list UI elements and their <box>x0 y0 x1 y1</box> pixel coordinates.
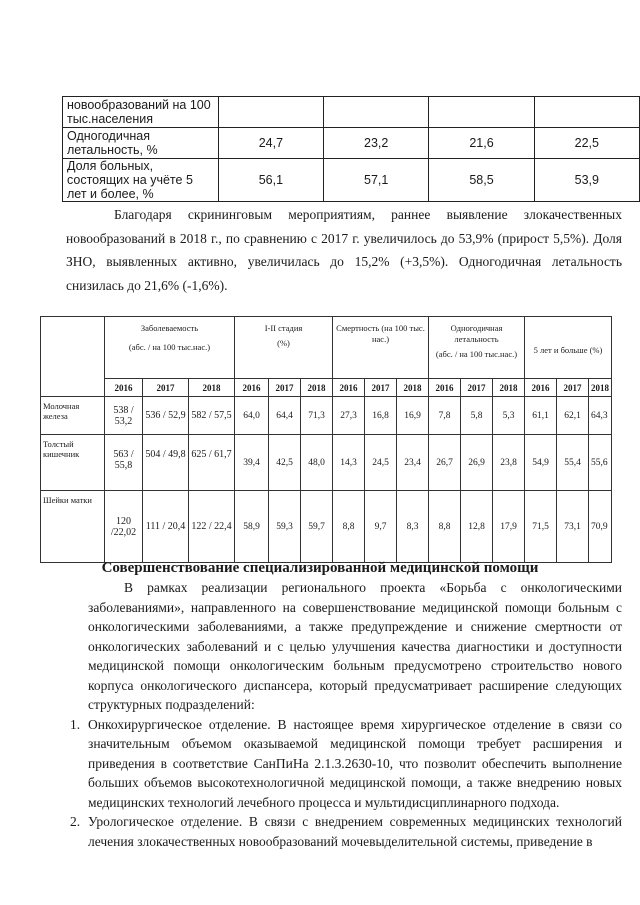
group-title: Заболеваемость <box>140 323 199 333</box>
table-cell: 538 / 53,2 <box>105 397 143 435</box>
year-cell: 2016 <box>429 379 461 397</box>
section-body <box>70 578 622 851</box>
table-cell: 5,8 <box>461 397 493 435</box>
year-cell: 2017 <box>557 379 589 397</box>
table-cell: 23,4 <box>397 435 429 491</box>
table-cell: 26,7 <box>429 435 461 491</box>
year-cell: 2018 <box>301 379 333 397</box>
table-cell: 23,8 <box>493 435 525 491</box>
table-cell: 42,5 <box>269 435 301 491</box>
list-item-text: Урологическое отделение. В связи с внедрением современных медицинских технологий лечения злокачественных новообразований мочевыделительной системы, приведение в <box>88 814 622 849</box>
table-cell: 27,3 <box>333 397 365 435</box>
table-cell: 8,8 <box>333 491 365 563</box>
table-cell: 55,4 <box>557 435 589 491</box>
stats-table <box>40 316 612 563</box>
list-item <box>70 812 622 851</box>
group-header-mortality <box>333 317 429 379</box>
list-item <box>70 715 622 813</box>
table-cell: 55,6 <box>589 435 612 491</box>
table-cell: 582 / 57,5 <box>189 397 235 435</box>
table-cell: 122 / 22,4 <box>189 491 235 563</box>
year-cell: 2018 <box>493 379 525 397</box>
table-cell: 57,1 <box>324 159 429 202</box>
group-header-stage <box>235 317 333 379</box>
table-cell: 504 / 49,8 <box>143 435 189 491</box>
table-row <box>41 435 612 491</box>
group-header-lethality <box>429 317 525 379</box>
table-cell: 59,7 <box>301 491 333 563</box>
table-cell: 48,0 <box>301 435 333 491</box>
table-header-row <box>41 317 612 379</box>
table-cell: 120 /22,02 <box>105 491 143 563</box>
year-cell: 2017 <box>269 379 301 397</box>
table-cell: 536 / 52,9 <box>143 397 189 435</box>
group-header-incidence <box>105 317 235 379</box>
summary-paragraph: Благодаря скрининговым мероприятиям, раннее выявление злокачественных новообразований в 2018 г., по сравнению с 2017 г. увеличилось до 53,9% (прирост 5,5%). Доля ЗНО, выявленных активно, увеличилась до 15,2% (+3,5%). Одногодичная летальность снизилась до 21,6% (-1,6%). <box>66 207 622 293</box>
table-cell: 14,3 <box>333 435 365 491</box>
table-cell: 59,3 <box>269 491 301 563</box>
table-cell: 9,7 <box>365 491 397 563</box>
year-cell: 2018 <box>397 379 429 397</box>
table-cell: 24,5 <box>365 435 397 491</box>
table-cell: 58,9 <box>235 491 269 563</box>
group-subtitle: (абс. / на 100 тыс.нас.) <box>128 342 211 352</box>
table-cell: 22,5 <box>534 128 639 159</box>
structure-list <box>70 715 622 852</box>
year-cell: 2016 <box>333 379 365 397</box>
table-cell: 7,8 <box>429 397 461 435</box>
row-label: новообразований на 100 тыс.населения <box>63 97 219 128</box>
table-cell: 24,7 <box>218 128 323 159</box>
row-label: Одногодичная летальность, % <box>63 128 219 159</box>
group-title: Смертность (на 100 тыс. нас.) <box>336 323 425 344</box>
list-item-number: 1. <box>70 716 81 732</box>
table-cell: 64,4 <box>269 397 301 435</box>
year-cell: 2016 <box>235 379 269 397</box>
table-cell: 71,5 <box>525 491 557 563</box>
table-cell: 71,3 <box>301 397 333 435</box>
table-cell: 53,9 <box>534 159 639 202</box>
year-cell: 2018 <box>589 379 612 397</box>
table-cell <box>324 97 429 128</box>
list-item-text: Онкохирургическое отделение. В настоящее время хирургическое отделение в связи со значительным объемом оказываемой медицинской помощи требует расширения и приведения в соответствие СанПиНа 2.1.3.2630-10, что позволит обеспечить выполнение больших объемов высокотехнологичной медицинской помощи, а также внедрению новых медицинских технологий лечебного процесса и мультидисциплинарного подхода. <box>88 716 622 810</box>
table-cell: 70,9 <box>589 491 612 563</box>
table-cell: 563 / 55,8 <box>105 435 143 491</box>
table-cell: 16,8 <box>365 397 397 435</box>
table-row <box>41 491 612 563</box>
table-cell: 21,6 <box>429 128 534 159</box>
table-cell: 54,9 <box>525 435 557 491</box>
table-cell <box>429 97 534 128</box>
group-subtitle: (%) <box>277 338 290 348</box>
table-cell: 8,8 <box>429 491 461 563</box>
table-row <box>63 97 640 128</box>
year-cell: 2016 <box>105 379 143 397</box>
table-cell: 16,9 <box>397 397 429 435</box>
table-cell: 64,0 <box>235 397 269 435</box>
corner-cell <box>41 317 105 397</box>
row-label: Толстый кишечник <box>41 435 105 491</box>
table-row <box>63 128 640 159</box>
section-heading: Совершенствование специализированной медицинской помощи <box>101 560 539 576</box>
section-intro: В рамках реализации регионального проекта «Борьба с онкологическими заболеваниями», направленного на совершенствование медицинской помощи больным с онкологическими заболеваниями, а также предупреждение и снижение смертности от онкологических заболеваний и с целью улучшения качества диагностики и доступности медицинской помощи онкологическим больным предусмотрено строительство нового корпуса онкологического диспансера, который предусматривает расширение следующих структурных подразделений: <box>88 580 622 712</box>
row-label: Шейки матки <box>41 491 105 563</box>
table-cell <box>534 97 639 128</box>
table-cell: 12,8 <box>461 491 493 563</box>
year-cell: 2016 <box>525 379 557 397</box>
table-cell: 62,1 <box>557 397 589 435</box>
group-header-five-years <box>525 317 612 379</box>
row-label: Молочная железа <box>41 397 105 435</box>
year-cell: 2017 <box>143 379 189 397</box>
top-table <box>62 96 640 202</box>
table-cell: 17,9 <box>493 491 525 563</box>
year-cell: 2018 <box>189 379 235 397</box>
group-title: 5 лет и больше (%) <box>533 344 603 355</box>
year-cell: 2017 <box>461 379 493 397</box>
table-cell: 64,3 <box>589 397 612 435</box>
table-cell: 26,9 <box>461 435 493 491</box>
row-label: Доля больных, состоящих на учёте 5 лет и более, % <box>63 159 219 202</box>
table-cell: 23,2 <box>324 128 429 159</box>
year-row <box>41 379 612 397</box>
table-cell: 111 / 20,4 <box>143 491 189 563</box>
group-subtitle: (абс. / на 100 тыс.нас.) <box>435 349 518 359</box>
list-item-number: 2. <box>70 814 81 829</box>
group-title: I-II стадия <box>264 323 303 333</box>
table-cell: 625 / 61,7 <box>189 435 235 491</box>
year-cell: 2017 <box>365 379 397 397</box>
table-row <box>41 397 612 435</box>
table-cell: 73,1 <box>557 491 589 563</box>
table-cell <box>218 97 323 128</box>
table-cell: 56,1 <box>218 159 323 202</box>
table-cell: 39,4 <box>235 435 269 491</box>
table-cell: 5,3 <box>493 397 525 435</box>
table-row <box>63 159 640 202</box>
table-cell: 58,5 <box>429 159 534 202</box>
group-title: Одногодичная летальность <box>450 323 503 344</box>
table-cell: 8,3 <box>397 491 429 563</box>
table-cell: 61,1 <box>525 397 557 435</box>
